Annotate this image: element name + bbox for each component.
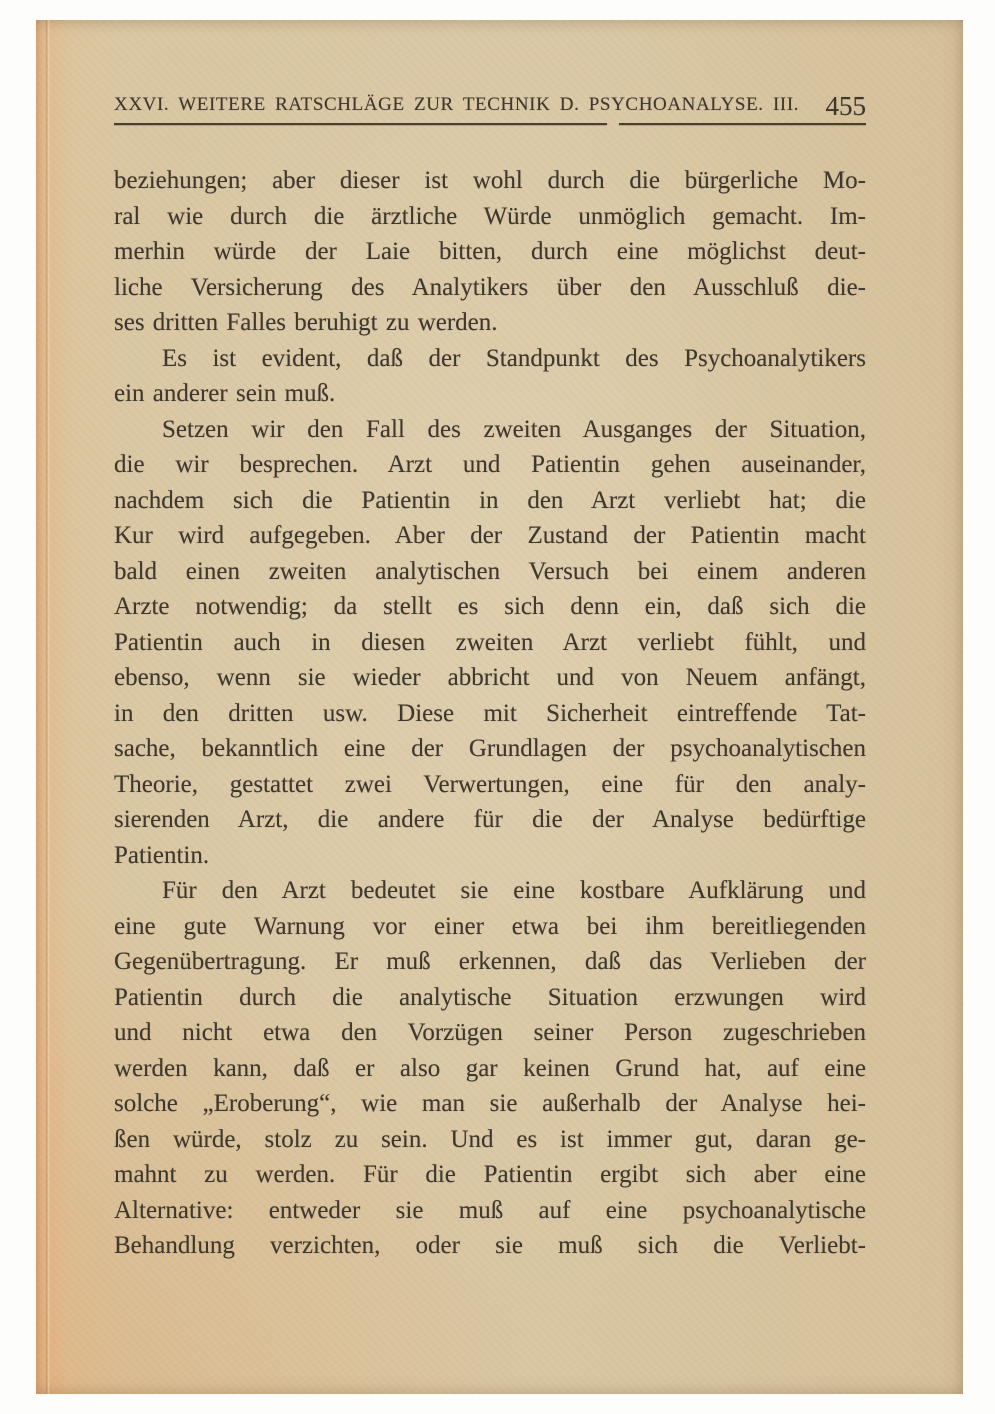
text-line: sache, bekanntlich eine der Grundlagen der psychoanalytischen <box>114 735 866 763</box>
paragraph <box>114 341 866 412</box>
text-line: Setzen wir den Fall des zweiten Ausganges der Situation, <box>162 415 866 443</box>
page-crease <box>45 20 50 1394</box>
text-line: Theorie, gestattet zwei Verwertungen, eine für den analy- <box>114 770 866 798</box>
text-line: mahnt zu werden. Für die Patientin ergibt sich aber eine <box>114 1161 866 1189</box>
text-line: ebenso, wenn sie wieder abbricht und von Neuem anfängt, <box>114 664 866 692</box>
text-line: Patientin auch in diesen zweiten Arzt verliebt fühlt, und <box>114 628 866 656</box>
text-line: Behandlung verzichten, oder sie muß sich die Verliebt- <box>114 1232 866 1260</box>
page-number: 455 <box>825 91 866 121</box>
text-line: liche Versicherung des Analytikers über den Ausschluß die- <box>114 273 866 301</box>
text-line: Patientin. <box>114 841 210 869</box>
text-line: in den dritten usw. Diese mit Sicherheit eintreffende Tat- <box>114 699 866 727</box>
text-line: Kur wird aufgegeben. Aber der Zustand der Patientin macht <box>114 522 866 550</box>
page-content <box>114 20 866 1264</box>
text-line: Patientin durch die analytische Situation erzwungen wird <box>114 983 866 1011</box>
header-rule-left-segment <box>114 123 607 125</box>
text-line: beziehungen; aber dieser ist wohl durch die bürgerliche Mo- <box>114 167 866 195</box>
text-line: nachdem sich die Patientin in den Arzt verliebt hat; die <box>114 486 866 514</box>
paragraph <box>114 163 866 341</box>
text-line: Gegenübertragung. Er muß erkennen, daß das Verlieben der <box>114 948 866 976</box>
header-rule-right-segment <box>619 123 866 125</box>
text-line: eine gute Warnung vor einer etwa bei ihm bereitliegenden <box>114 912 866 940</box>
text-line: ses dritten Falles beruhigt zu werden. <box>114 309 498 337</box>
text-line: ßen würde, stolz zu sein. Und es ist immer gut, daran ge- <box>114 1125 866 1153</box>
text-line: Alternative: entweder sie muß auf eine psychoanalytische <box>114 1196 866 1224</box>
text-line: Für den Arzt bedeutet sie eine kostbare Aufklärung und <box>162 877 866 905</box>
chapter-title: XXVI. WEITERE RATSCHLÄGE ZUR TECHNIK D. PSYCHOANALYSE. III. <box>114 94 800 115</box>
text-line: solche „Eroberung“, wie man sie außerhalb der Analyse hei- <box>114 1090 866 1118</box>
text-line: ral wie durch die ärztliche Würde unmöglich gemacht. Im- <box>114 202 866 230</box>
body-text <box>114 163 866 1264</box>
book-page <box>36 20 963 1394</box>
paragraph <box>114 412 866 874</box>
header-rule <box>114 123 866 125</box>
text-line: Arzte notwendig; da stellt es sich denn ein, daß sich die <box>114 593 866 621</box>
text-line: ein anderer sein muß. <box>114 380 336 408</box>
text-line: merhin würde der Laie bitten, durch eine möglichst deut- <box>114 238 866 266</box>
running-header <box>114 86 866 121</box>
text-line: die wir besprechen. Arzt und Patientin gehen auseinander, <box>114 451 866 479</box>
text-line: sierenden Arzt, die andere für die der Analyse bedürftige <box>114 806 866 834</box>
text-line: und nicht etwa den Vorzügen seiner Person zugeschrieben <box>114 1019 866 1047</box>
paragraph <box>114 873 866 1264</box>
text-line: Es ist evident, daß der Standpunkt des Psychoanalytikers <box>162 344 866 372</box>
text-line: bald einen zweiten analytischen Versuch bei einem anderen <box>114 557 866 585</box>
text-line: werden kann, daß er also gar keinen Grund hat, auf eine <box>114 1054 866 1082</box>
